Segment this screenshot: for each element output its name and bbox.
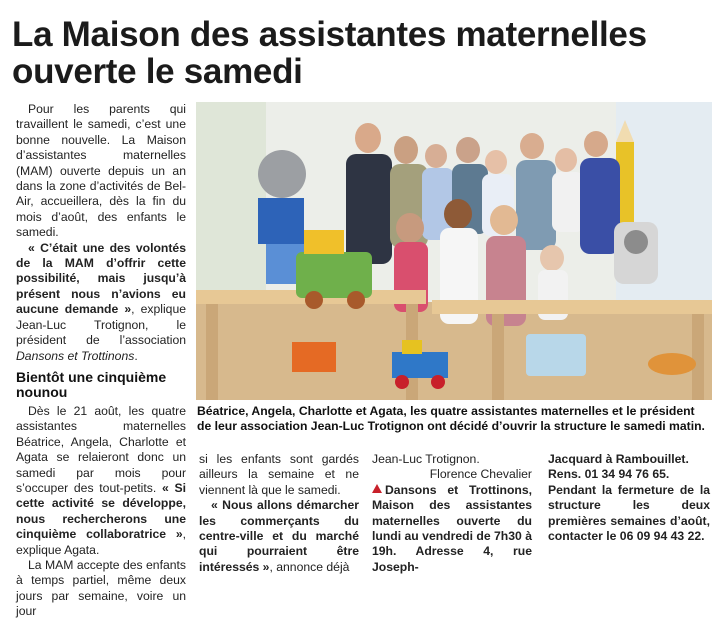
paragraph-part-time: La MAM accepte des enfants à temps partiel, même deux jours par semaine, voire un jour [16, 557, 186, 619]
paragraph-weekend: si les enfants sont gardés ailleurs la semaine et ne viennent là que le samedi. [199, 452, 359, 497]
subheading: Bientôt une cinquième nounou [16, 368, 167, 400]
headline [12, 16, 712, 90]
paragraph-name: Jean-Luc Trotignon. [372, 452, 480, 466]
practical-info-text: Dansons et Trottinons, Maison des assistantes maternelles ouverte du lundi au vendredi de 7h30 à 19h. Adresse 4, rue Joseph- [372, 482, 532, 574]
quote-president-end: . [134, 348, 138, 363]
quote-president: « C’était une des volontés de la MAM d’offrir cette possibilité, mais jusqu’à présent nous n’avions eu aucune demande » [16, 240, 186, 317]
quote-commerce: « Nous allons démarcher les commerçants du centre-ville et du marché qui pourraient être intéressés » [199, 498, 359, 574]
paragraph-intro: Pour les parents qui travaillent le samedi, c’est une bonne nouvelle. La Maison d’assistantes maternelles (MAM) ouverte depuis un an dans la zone d’activités de Bel-Air, accueillera, dès la fin du mois d’août, des enfants le samedi. [16, 102, 186, 240]
quote-president-attribution: , explique Jean-Luc Trotignon, le président de l’association [16, 302, 186, 348]
headline-line-1: La Maison des assistantes maternelles [12, 15, 647, 54]
article-column-1 [16, 102, 186, 620]
quote-commerce-attribution: , annonce déjà [269, 559, 350, 574]
paragraph-quote-commerce [199, 498, 359, 575]
quote-agata-attribution: , explique Agata. [16, 527, 186, 557]
saturday-text: Dès le 21 août, les quatre assistantes maternelles Béatrice, Angela, Charlotte et Agata se relaieront donc un samedi par mois pour s’occuper des tout-petits. [16, 403, 186, 495]
quote-agata: « Si cette activité se développe, nous rechercherons une cinquième collaboratrice » [16, 480, 186, 542]
headline-line-2: ouverte le samedi [12, 52, 303, 91]
practical-info [372, 483, 532, 575]
article-column-2 [199, 452, 359, 575]
photo-caption: Béatrice, Angela, Charlotte et Agata, les quatre assistantes maternelles et le président de leur association Jean-Luc Trotignon ont décidé d’ouvrir la structure le samedi matin. [197, 404, 705, 434]
address-end: Jacquard à Rambouillet. [548, 452, 689, 466]
phone-info: Rens. 01 34 94 76 65. [548, 467, 670, 482]
closure-info: Pendant la fermeture de la structure les deux premières semaines d’août, contacter le 06 09 94 43 22. [548, 482, 710, 544]
paragraph-quote-president [16, 241, 186, 364]
photo-illustration [196, 102, 712, 400]
article-column-3 [372, 452, 532, 575]
article-column-4 [548, 452, 710, 544]
article-photo [196, 102, 712, 400]
association-name: Dansons et Trottinons [16, 348, 135, 363]
red-triangle-icon [372, 484, 382, 493]
paragraph-saturday [16, 404, 186, 558]
author-signature: Florence Chevalier [429, 467, 532, 482]
